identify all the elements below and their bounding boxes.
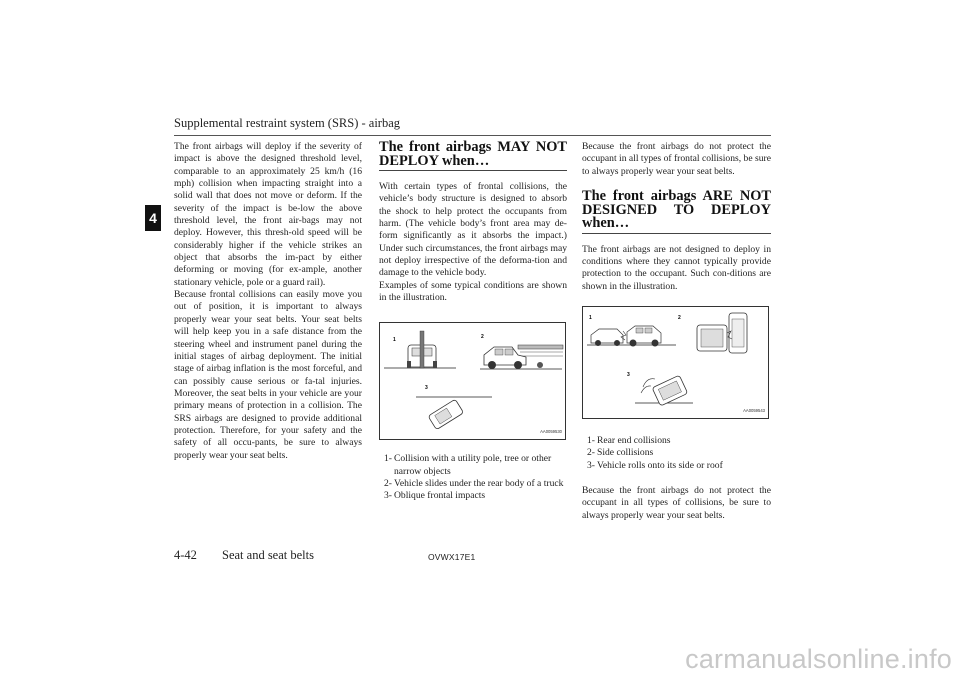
- col3-para-1: Because the front airbags do not protect the occupant in all types of frontal collisions, be sure to always properly wear your seat belts.: [582, 141, 771, 177]
- col2-para-2: Examples of some typical conditions are shown in the illustration.: [379, 279, 567, 304]
- rollover-graphic: [641, 375, 688, 406]
- fig1-label-1: 1: [393, 337, 396, 344]
- col1-para-1: The front airbags will deploy if the severity of impact is above the designed threshold level, comparable to an approximately 25 km/h (16 mph) collision when impacting straight into a solid wall that does not move or deform. If the severity of the impact is be-low the above threshold level, the front air-bags may not deploy. However, this thresh-old speed will be considerably higher if the vehicle strikes an object that absorbs the im-pact by either deforming or moving (for ex-ample, another stationary vehicle, pole or a guard rail).: [174, 141, 362, 288]
- heading-line-2: DESIGNED TO DEPLOY: [582, 201, 771, 218]
- oblique-impact-graphic: [428, 400, 464, 431]
- header-rule: [174, 135, 771, 136]
- heading-line-3: when…: [582, 215, 630, 232]
- col3-para-3: Because the front airbags do not protect the occupant in all types of collisions, be sure to always properly wear your seat belts.: [582, 484, 771, 521]
- col2-para-1: With certain types of frontal collisions, the vehicle’s body structure is designed to absorb the shock to help protect the occupants from harm. (The vehicle body’s front area may de-form significantly as it absorbs the impact.) Under such circumstances, the front airbags may not deploy irrespective of the deforma-tion and damage to the vehicle body.: [379, 181, 567, 279]
- caption-list: [582, 435, 771, 472]
- column-1: [174, 141, 362, 462]
- heading-line-2: DEPLOY when…: [379, 152, 490, 169]
- watermark: carmanualsonline.info: [685, 644, 952, 674]
- caption-item: 2- Vehicle slides under the rear body of a truck: [384, 478, 564, 490]
- fig1-label-3: 3: [425, 385, 428, 392]
- collision-illustration: [380, 323, 565, 439]
- figure-may-not-deploy: [379, 322, 566, 440]
- heading-not-designed: [582, 190, 771, 234]
- caption-item: 2- Side collisions: [587, 447, 654, 459]
- heading-may-not-deploy: [379, 141, 567, 171]
- fig2-label-3: 3: [627, 371, 630, 378]
- figure-not-designed: [582, 306, 769, 419]
- side-collision-graphic: [697, 313, 747, 353]
- figure-code: AA0059543: [743, 407, 765, 413]
- footer-doc-code: OVWX17E1: [428, 552, 476, 562]
- caption-list: [379, 453, 567, 502]
- page-number: 4-42: [174, 548, 197, 562]
- caption-item: 3- Vehicle rolls onto its side or roof: [587, 459, 723, 471]
- heading-line-1: The front airbags ARE NOT: [582, 188, 771, 205]
- caption-item: 3- Oblique frontal impacts: [384, 490, 486, 502]
- collision-illustration: [583, 307, 768, 418]
- col3-para-2: The front airbags are not designed to deploy in conditions where they cannot typically provide protection to the occupant. Such con-ditions are shown in the illustration.: [582, 243, 771, 292]
- page-header-title: Supplemental restraint system (SRS) - airbag: [174, 116, 401, 130]
- chapter-tab: 4: [145, 205, 161, 231]
- col1-para-2: Because frontal collisions can easily move you out of position, it is important to always properly wear your seat belts. Your seat belts will help keep you in a safe distance from the steering wheel and instrument panel during the initial stages of airbag deployment. The initial stage of airbag inflation is the most forceful, and can possibly cause serious or fa-tal injuries. Moreover, the seat belts in your vehicle are your primary means of protection in a collision. The SRS airbags are designed to provide additional protection. Therefore, for your safety and the safety of all occu-pants, be sure to always properly wear your seat belts.: [174, 289, 362, 461]
- figure-code: AA0059530: [540, 429, 562, 435]
- pole-car-graphic: [407, 331, 437, 368]
- truck-underride-graphic: [484, 345, 563, 369]
- caption-item: 1- Rear end collisions: [587, 434, 671, 446]
- fig2-label-2: 2: [678, 314, 681, 321]
- fig1-label-2: 2: [481, 334, 484, 341]
- rear-end-graphic: [591, 326, 661, 347]
- column-3: [582, 141, 771, 522]
- footer-section-title: Seat and seat belts: [222, 548, 314, 562]
- column-2: [379, 141, 567, 503]
- heading-line-1: The front airbags MAY NOT: [379, 139, 567, 155]
- fig2-label-1: 1: [589, 314, 592, 321]
- caption-item: 1- Collision with a utility pole, tree or other narrow objects: [384, 453, 552, 477]
